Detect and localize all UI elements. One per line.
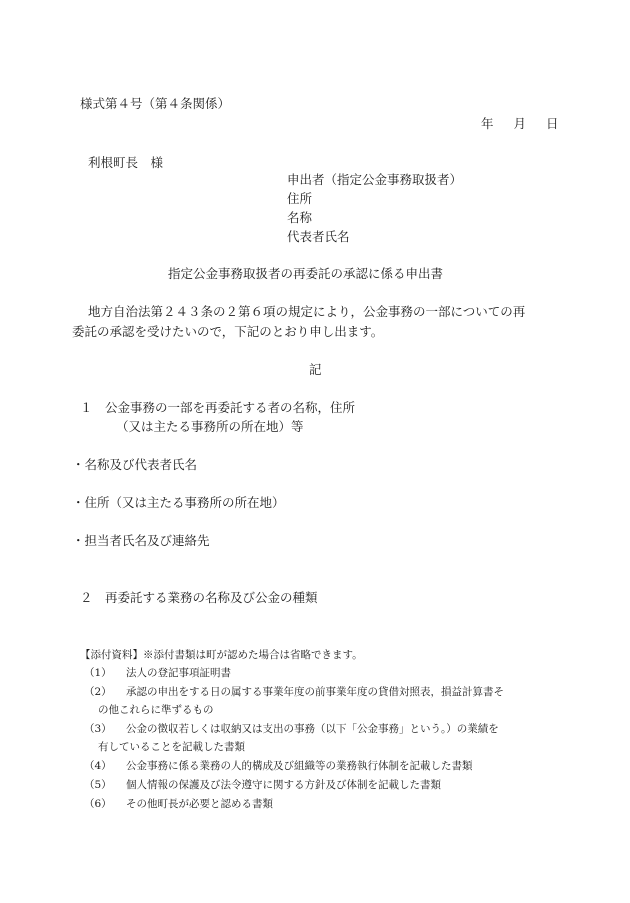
- applicant-title: 申出者（指定公金事務取扱者）: [287, 172, 463, 187]
- attachment-5-text: 個人情報の保護及び法令遵守に関する方針及び体制を記載した書類: [126, 779, 441, 791]
- attachment-1-num: （1）: [84, 667, 112, 679]
- item-1-line-2: （又は主たる事務所の所在地）等: [116, 419, 304, 434]
- attachment-1-text: 法人の登記事項証明書: [126, 667, 231, 679]
- attachment-4-text: 公金事務に係る業務の人的構成及び組織等の業務執行体制を記載した書類: [126, 760, 473, 772]
- item-1-line-1: １ 公金事務の一部を再委託する者の名称，住所: [80, 400, 356, 415]
- body-line-2: 委託の承認を受けたいので，下記のとおり申し出ます。: [72, 324, 384, 339]
- attachment-6-num: （6）: [84, 798, 112, 810]
- attachment-3-text-line-2: 有していることを記載した書類: [98, 741, 245, 753]
- date-day-label: 日: [546, 116, 559, 131]
- date-year-label: 年: [481, 116, 494, 131]
- attachment-3-text-line-1: 公金の徴収若しくは収納又は支出の事務（以下「公金事務」という。）の業績を: [126, 723, 499, 735]
- bullet-name: ・名称及び代表者氏名: [72, 457, 198, 472]
- attachment-4-num: （4）: [84, 760, 112, 772]
- attachment-2-num: （2）: [84, 686, 112, 698]
- attachment-5-num: （5）: [84, 779, 112, 791]
- document-title: 指定公金事務取扱者の再委託の承認に係る申出書: [168, 266, 444, 281]
- form-number: 様式第４号（第４条関係）: [80, 96, 231, 111]
- attachment-2-text-line-1: 承認の申出をする日の属する事業年度の前事業年度の貸借対照表，損益計算書そ: [126, 686, 504, 698]
- date-line: [481, 116, 559, 132]
- item-2: ２ 再委託する業務の名称及び公金の種類: [80, 590, 318, 605]
- body-line-1: 地方自治法第２４３条の２第６項の規定により，公金事務の一部についての再: [88, 304, 526, 319]
- applicant-representative-label: 代表者氏名: [287, 229, 350, 244]
- attachment-3-num: （3）: [84, 723, 112, 735]
- bullet-contact: ・担当者氏名及び連絡先: [72, 533, 210, 548]
- applicant-name-label: 名称: [287, 210, 313, 225]
- attachment-2-text-line-2: の他これらに準ずるもの: [98, 704, 214, 716]
- applicant-address-label: 住所: [287, 191, 313, 206]
- ki-heading: 記: [309, 362, 322, 377]
- addressee: 利根町長 様: [88, 155, 164, 170]
- attachments-header: 【添付資料】※添付書類は町が認めた場合は省略できます。: [80, 649, 363, 661]
- bullet-address: ・住所（又は主たる事務所の所在地）: [72, 495, 285, 510]
- attachment-6-text: その他町長が必要と認める書類: [126, 798, 273, 810]
- date-month-label: 月: [513, 116, 527, 131]
